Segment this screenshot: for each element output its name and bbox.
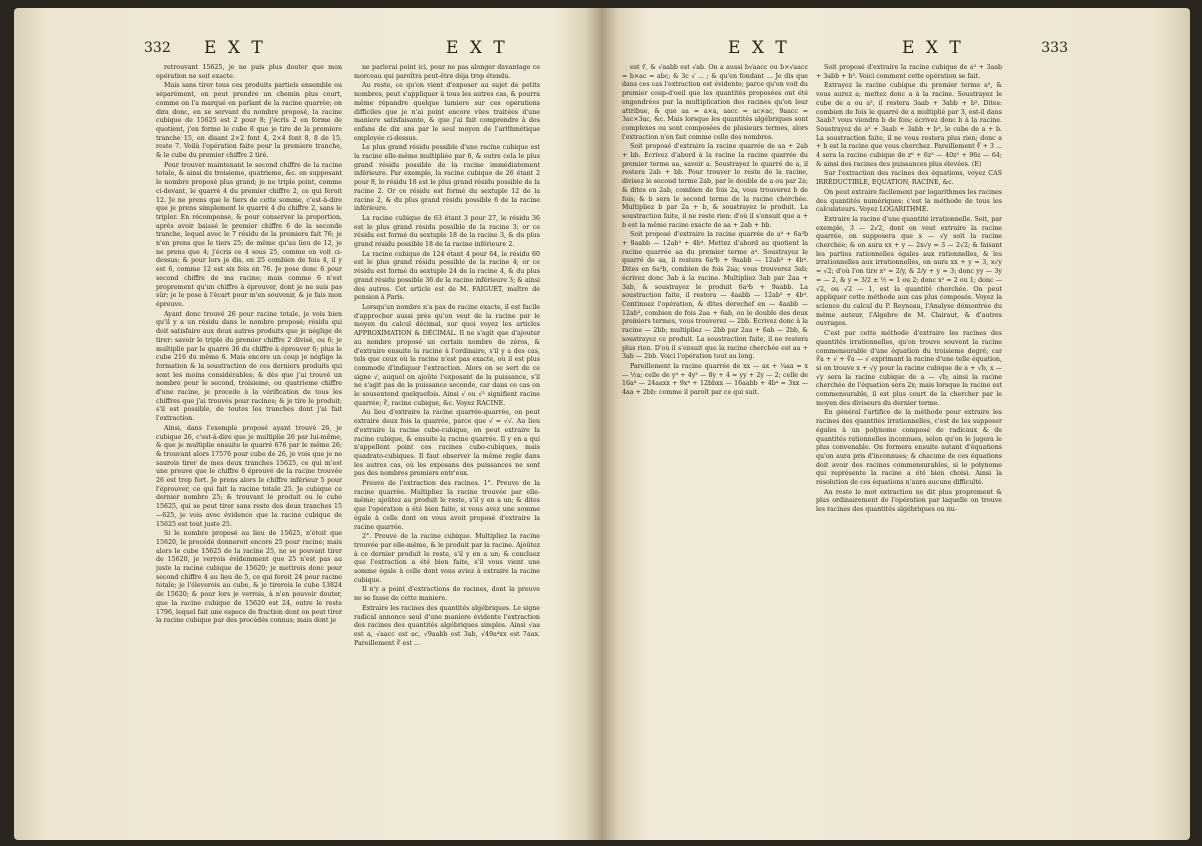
right-page — [612, 38, 1068, 820]
paragraph: ne parlerai point ici, pour ne pas alonger davantage ce morceau qui paroîtra peut-être déja trop étendu. — [354, 64, 540, 80]
paragraph: On peut extraire facilement par logarithmes les racines des quantités numériques; c'est la méthode de tous les calculateurs. Voyez LOGARITHME. — [816, 188, 1002, 214]
paragraph: La racine cubique de 124 étant 4 pour 64, le résidu 60 est le plus grand résidu possible de la racine 4; or ce résidu est formé du sextuple 24 de la racine 4, & du plus grand résidu possible 36 de la racine inférieure 3; & ainsi des autres. Cet article est de M. FAIGUET, maître de pension à Paris. — [354, 250, 540, 302]
paragraph: Preuve de l'extraction des racines. 1°. Preuve de la racine quarrée. Multipliez la racine trouvée par elle-même; ajoûtez au produit le reste, s'il y en a un; & dites que l'opération a été bien faite, si vous avez une somme égale à celle dont on vous avoit proposé d'extraire la racine quarrée. — [354, 480, 540, 531]
paragraph: Pareillement la racine quarrée de xx — ax + ¼aa = x — ½a; celle de y⁴ + 4y³ — 8y + 4 = yy + 2y — 2; celle de 16a⁴ — 24aaxx + 9x⁴ + 12bbxx — 16aabb + 4b⁴ = 3xx — 4aa + 2bb: comme il paroît par ce qui suit. — [622, 362, 808, 397]
right-column-2 — [816, 64, 1002, 820]
paragraph: Ainsi, dans l'exemple proposé ayant trouvé 26, je cubique 26, c'est-à-dire que je multiplie 26 par lui-même, & que je multiplie ensuite le quarré 676 par le même 26; & trouvant alors 17576 pour cube de 26, je vois que je ne saurois tirer de mes deux tranches 15625, ce qui m'est une preuve que le chiffre 6 éprouvé de la racine trouvée 26 est trop fort. Je prens alors le chiffre inférieur 5 pour l'éprouver, ce qui fait la racine totale 25. Je cubique ce dernier nombre 25; & trouvant le produit ou le cube 15625, qui se peut tirer sans reste des deux tranches 15—625, je vois avec évidence que la racine cubique de 15625 est tout juste 25. — [156, 424, 342, 528]
left-running-head — [144, 38, 602, 60]
paragraph: Si le nombre proposé au lieu de 15625, n'étoit que 15620, le procédé donneroit encore 25 pour racine; mais alors le cube 15625 de la racine 25, ne se pouvant tirer de 15620, je verrois évidemment que 25 n'est pas au juste la racine cubique de 15620; je mettrois donc pour second chiffre 4 au lieu de 5, ce qui feroit 24 pour racine totale; je l'éleverois au cube, & je tirerois le cube 13824 de 15620; & pour lors je verrois, à n'en pouvoir douter, que la racine cubique de 15620 est 24, outre le reste 1796, lequel fait une espece de fraction dont on peut tirer la racine cubique par des procédés connus; mais dont je — [156, 530, 342, 625]
left-header-word-2: E X T — [446, 38, 508, 58]
right-column-1 — [622, 64, 808, 820]
paragraph: Au reste, ce qu'on vient d'exposer au sujet de petits nombres, peut s'appliquer à tous les autres cas, & pourra même répandre quelque lumiere sur ces opérations difficiles que je n'ai point encore vûes traitées d'une maniere satisfaisante, & que j'ai fait comprendre à des enfans de dix ans par le seul moyen de l'arithmétique employée ci-dessus. — [354, 82, 540, 142]
left-page — [144, 38, 602, 820]
paragraph: retrouvant 15625, je ne puis plus douter que mon opération ne soit exacte. — [156, 64, 342, 80]
paragraph: est ∛, & √aabb est √ab. On a aussi b√aacc ou b×√aacc = b×ac = abc; & 3c √ ... ; & qu'en fondant ... Je dis que dans ces cas l'extraction est évidente; parce qu'on voit du premier coup-d'oeil que les quantités proposées ont été engendrées par la multiplication des racines qu'on leur attribue, & que aa = a×a, aacc = ac×ac, 9aacc = 3ac×3ac, &c. Mais lorsque les quantités algébriques sont complexes ou sont composées de plusieurs termes, alors l'extraction n'en fait comme celle des nombres. — [622, 64, 808, 141]
paragraph: Sur l'extraction des racines des équations, voyez CAS IRRÉDUCTIBLE, EQUATION, RACINE, &c. — [816, 170, 1002, 187]
left-column-1 — [156, 64, 342, 820]
paragraph: Soit proposé d'extraire la racine quarrée de a⁴ + 6a³b + 9aabb — 12ab³ + 4b⁴. Mettez d'abord au quotient la racine quarrée aa du premier terme a⁴. Soustrayez le quarré de aa, il restera 6a³b + 9aabb — 12ab³ + 4b⁴. Dites en 6a³b, combien de fois 2aa; vous trouverez 3ab; écrivez donc 3ab à la racine. Multipliez 3ab par 2aa + 3ab, & soustrayez le produit 6a³b + 9aabb. La soustraction faite, il restera — 4aabb — 12ab³ + 4b⁴. Continuez l'opération, & dites derechef en — 4aabb — 12ab³, combien de fois 2aa + 6ab, ou le double des deux premiers termes, vous trouverez — 2bb. Ecrivez donc à la racine — 2bb; multipliez — 2bb par 2aa + 6ab — 2bb, & soustrayez ce produit. La soustraction faite, il ne restera plus rien. D'où il s'ensuit que la racine cherchée est aa + 3ab — 2bb. Voici l'opération tout au long. — [622, 231, 808, 361]
right-header-word-1: E X T — [728, 38, 790, 58]
left-header-word-1: E X T — [204, 38, 266, 58]
paragraph: Soit proposé d'extraire la racine quarrée de aa + 2ab + bb. Ecrivez d'abord à la racine la racine quarrée du premier terme aa, savoir a. Soustrayez le quarré de a, il restera 2ab + bb. Pour trouver le reste de la racine, divisez le second terme 2ab, par le double de a ou par 2a; & dites en 2ab, combien de fois 2a, vous trouverez b de fois; & b sera le second terme de la racine cherchée. Multipliez b par 2a + b, & soustrayez le produit. La soustraction faite, il ne reste rien: d'où il s'ensuit que a + b est la même racine exacte de aa + 2ab + bb. — [622, 143, 808, 229]
paragraph: En général l'artifice de la méthode pour extraire les racines des quantités irrationnelles, c'est de les supposer égales à un polynome composé de radicaux & de quantités rationnelles inconnues, selon qu'on le jugera le plus convenable. On formera ensuite autant d'équations qu'on aura pris d'inconnues; & chacune de ces équations doit avoir des racines commensurables, si le polynome qui représente la racine a été bien choisi. Ainsi la résolution de ces équations n'aura aucune difficulté. — [816, 409, 1002, 487]
paragraph: Soit proposé d'extraire la racine cubique de a³ + 3aab + 3abb + b³. Voici comment cette opération se fait. — [816, 64, 1002, 80]
paragraph: 2°. Preuve de la racine cubique. Multipliez la racine trouvée par elle-même, & le produit par la racine. Ajoûtez à ce dernier produit le reste, s'il y en a un; & concluez que l'extraction a été bien faite, s'il vous vient une somme égale à celle dont vous aviez à extraire la racine cubique. — [354, 533, 540, 584]
right-header-word-2: E X T — [902, 38, 964, 58]
left-page-number: 332 — [144, 40, 171, 56]
paragraph: C'est par cette méthode d'extraire les racines des quantités irrationnelles, qu'on trouve souvent la racine commensurable d'une équation du troisieme degré; car ∛a + √ + ∛a — √ exprimant la racine d'une telle équation, si on trouve x + √y pour la racine cubique de a + √b, x — √y sera la racine cubique de a — √b; ainsi la racine cherchée de l'équation sera 2x; mais lorsque la racine est commensurable, il est plus court de la chercher par le moyen des diviseurs du dernier terme. — [816, 330, 1002, 407]
paragraph: Extraire les racines des quantités algébriques. Le signe radical annonce seul d'une maniere évidente l'extraction des racines des quantités algébriques simples. Ainsi √aa est a, √aacc est ac, √9aabb est 3ab, √49a⁴xx est 7aax. Pareillement ∛ est ... — [354, 604, 540, 647]
right-page-number: 333 — [1041, 40, 1068, 56]
paragraph: Il n'y a point d'extractions de racines, dont la preuve ne se fasse de cette maniere. — [354, 586, 540, 603]
paragraph: Mais sans tirer tous ces produits partiels ensemble ou séparément, on peut prendre un chemin plus court, comme on l'a marqué en parlant de la racine quarrée; on dira donc, en se servant du nombre proposé, la racine cubique de 15625 est 2 pour 8; j'écris 2 en forme de quotient, j'en forme le cube 8 que je tire de la premiere tranche 15, en disant 2×2 font 4, 2×4 font 8, 8 de 15, reste 7. Voilà l'opération faite pour la premiere tranche, & le cube du premier chiffre 2 tiré. — [156, 82, 342, 160]
left-column-2 — [354, 64, 540, 820]
paragraph: Extraire la racine d'une quantité irrationnelle. Soit, par exemple, 3 — 2√2, dont on veut extraire la racine quarrée, on supposera que x — √y soit la racine cherchée; & on aura xx + y — 2x√y = 3 — 2√2; & faisant les parties rationnelles égales aux rationnelles, & les irrationnelles aux irrationnelles, on aura xx + y = 3, x√y = √2; d'où l'on tire x² = 2/y, & 2/y + y = 3; donc yy — 3y = — 2, & y = 3/2 ± ½ = 1 ou 2; donc x² = 2 ou 1; donc — √2, ou √2 — 1, est la quantité cherchée. On peut appliquer cette méthode aux cas plus composés. Voyez la science du calcul du P. Reyneau, l'Analyse démontrée du même auteur, l'Algebre de M. Clairaut, & d'autres ouvrages. — [816, 215, 1002, 328]
paragraph: Extrayez la racine cubique du premier terme a³, & vous aurez a; mettez donc a à la racine. Soustrayez le cube de a ou a³, il restera 3aab + 3abb + b³. Dites: combien de fois le quarré de a multiplié par 3, est-il dans 3aab? vous viendra b de fois; écrivez donc b à la racine. Soustrayez de a³ + 3aab + 3abb + b³, le cube de a + b. La soustraction faite, il ne vous restera plus rien; donc a + b est la racine que vous cherchez. Pareillement ∛ + 3 ... 4 sera la racine cubique de z⁶ + 6z⁵ — 40z³ + 96z — 64; & ainsi des racines des puissances plus élevées. (E) — [816, 82, 1002, 168]
paragraph: Lorsqu'un nombre n'a pas de racine exacte, il est facile d'approcher aussi près qu'on veut de la racine par le moyen du calcul décimal, sur quoi voyez les articles APPROXIMATION & DÉCIMAL. Il ne s'agit que d'ajouter au nombre proposé un certain nombre de zéros, & d'extraire ensuite la racine à l'ordinaire, s'il y a des cas, tels que ceux où la racine n'est pas exacte, où il est plus commode d'indiquer l'extraction. Alors on se sert de ce signe √, auquel on ajoûte l'exposant de la puissance, s'il ne s'agit pas de la puissance seconde, car dans ce cas on le sousentend quelquefois. Ainsi √ ou √² signifient racine quarrée; ∛, racine cubique, &c. Voyez RACINE. — [354, 303, 540, 407]
book-spread — [14, 8, 1190, 840]
paragraph: Au reste le mot extraction ne dit plus proprement & plus ordinairement de l'opération par laquelle on trouve les racines des quantités algébriques ou nu- — [816, 488, 1002, 514]
paragraph: La racine cubique de 63 étant 3 pour 27, le résidu 36 est le plus grand résidu possible de la racine 3; or ce résidu est formé du sextuple 18 de la racine 3, & du plus grand résidu possible 18 de la racine inférieure 2. — [354, 214, 540, 249]
paragraph: Au lieu d'extraire la racine quarrée-quarrée, on peut extraire deux fois la quarrée, parce que √ = √√. Au lieu d'extraire la racine cubo-cubique, on peut extraire la racine cubique, & ensuite la racine quarrée. Il y en a qui n'appellent point ces racines cubo-cubiques, mais quadrato-cubiques. Il faut observer la même regle dans les autres cas, où les exposans des puissances ne sont pas des nombres premiers entr'eux. — [354, 409, 540, 478]
paragraph: Le plus grand résidu possible d'une racine cubique est la racine elle-même multipliée par 6, & outre cela le plus grand résidu possible de la racine immédiatement inférieure. Par exemple, la racine cubique de 26 étant 2 pour 8, le résidu 18 est le plus grand résidu possible de la racine 2. Or ce résidu est formé du sextuple 12 de la racine 2, & du plus grand résidu possible 6 de la racine inférieure. — [354, 144, 540, 213]
paragraph: Ayant donc trouvé 26 pour racine totale, je vois bien qu'il y a un résidu dans le nombre proposé; résidu qui doit satisfaire aux deux autres produits que je néglige de tirer: savoir le triple du premier chiffre 2 divisé, ou 6; je multiplie par le quarré 36 du chiffre à éprouver 6; plus le cube 216 du même 6. Mais encore un coup je néglige la formation & la soustraction de ces derniers produits qui sont les moins considérables; & dès que j'ai trouvé un nombre pour le second, troisieme, ou quatrieme chiffre d'une racine, je procede à la vérification de tous les chiffres que j'ai trouvés pour racines; & je tire le produit; s'il est possible, de toutes les tranches dont j'ai fait l'extraction. — [156, 310, 342, 423]
right-running-head — [612, 38, 1068, 60]
paragraph: Pour trouver maintenant le second chiffre de la racine totale, & ainsi du troisieme, quatrieme, &c. en supposant le nombre proposé plus grand; je ne triple point, comme ci-devant, le quarré 4 du premier chiffre 2, ce qui feroit 12. Je ne prens que le tiers de cette somme, c'est-à-dire que je prens simplement le quarré 4 du chiffre 2, sans le tripler. En récompense, & pour conserver la proportion, après avoir baissé le premier chiffre 6 de la seconde tranche, lequel avec le 7 résidu de la premiere fait 76; je n'en prens que le tiers 25; de même qu'au lieu de 12, je ne prens que 4; j'écris ce 4 sous 25, comme on voit ci-dessus; & pour lors je dis, en 25 combien de fois 4, il y est 6, comme 12 est six fois en 76. Je pose donc 6 pour second chiffre de ma racine; mais comme 6 n'est proprement qu'un chiffre à éprouver, dont je ne suis pas sûr; je le pose à l'écart pour m'en souvenir, & je fais mon épreuve. — [156, 161, 342, 308]
